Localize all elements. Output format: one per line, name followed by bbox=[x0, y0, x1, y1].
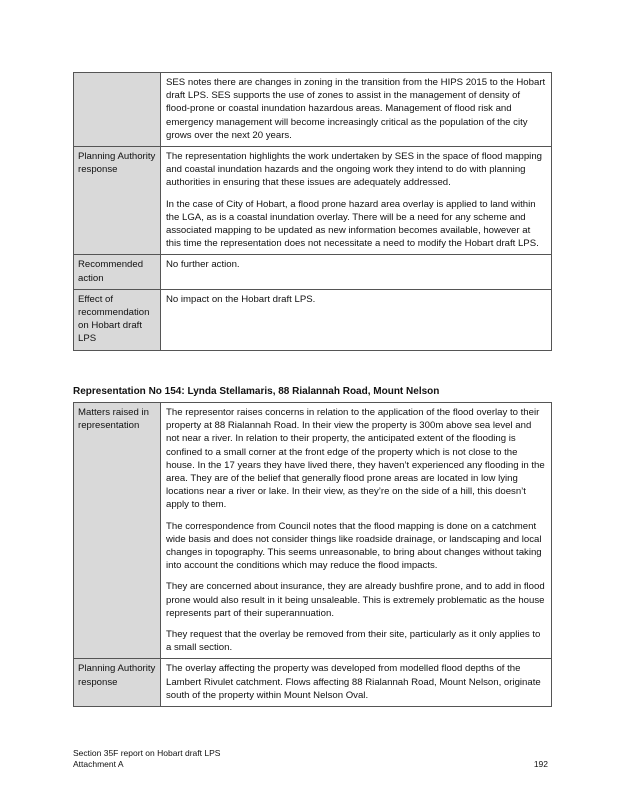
table-row bbox=[74, 289, 552, 350]
row-content-matters-raised bbox=[161, 403, 552, 659]
row-content-planning-response bbox=[161, 147, 552, 255]
row-content-recommended-action: No further action. bbox=[161, 255, 552, 289]
paragraph: The correspondence from Council notes that the flood mapping is done on a catchment wide basis and does not consider things like roadside drainage, or landscaping and local changes in topography. This seems unreasonable, to bring about changes without taking into account the conditions which may reduce the flood impacts. bbox=[166, 520, 542, 572]
table-row bbox=[74, 659, 552, 707]
paragraph: In the case of City of Hobart, a flood prone hazard area overlay is applied to land within the LGA, as is a coastal inundation overlay. There will be a need for any scheme and associated mapping to be updated as new information becomes available, however at this time the representation does not necessitate a need to modify the Hobart draft LPS. bbox=[166, 198, 539, 250]
paragraph: They request that the overlay be removed from their site, particularly as it only applies to a small section. bbox=[166, 629, 541, 654]
representation-table-continued bbox=[73, 72, 552, 351]
footer-report-title: Section 35F report on Hobart draft LPS bbox=[73, 748, 221, 758]
representation-heading: Representation No 154: Lynda Stellamaris, 88 Rialannah Road, Mount Nelson bbox=[73, 386, 440, 397]
table-row bbox=[74, 73, 552, 147]
row-content-effect: No impact on the Hobart draft LPS. bbox=[161, 289, 552, 350]
row-content-intro bbox=[161, 73, 552, 147]
footer-attachment: Attachment A bbox=[73, 759, 124, 769]
page-number: 192 bbox=[533, 759, 548, 769]
page-footer bbox=[73, 748, 552, 770]
paragraph: The representor raises concerns in relation to the application of the flood overlay to their property at 88 Rialannah Road. In their view the property is 300m above sea level and not near a river. In relation to their property, the anticipated extent of the flooding is confined to a small corner at the front edge of the property which is not close to the house. In the 17 years they have lived there, they haven’t experienced any flooding in the area. They are of the belief that generally flood prone areas are located in low lying locations near a river or lake. In their view, as they’re on the side of a hill, this doesn’t apply to them. bbox=[166, 407, 545, 511]
row-label-recommended-action: Recommended action bbox=[74, 255, 161, 289]
paragraph: The representation highlights the work undertaken by SES in the space of flood mapping and coastal inundation hazards and the ongoing work they intend to do with planning authorities in ensuring that these issues are adequately addressed. bbox=[166, 151, 542, 189]
representation-table-154 bbox=[73, 402, 552, 707]
paragraph: They are concerned about insurance, they are already bushfire prone, and to add in flood prone would also result in it being unsaleable. This is extremely problematic as the house represents part of their superannuation. bbox=[166, 581, 545, 619]
table-row bbox=[74, 255, 552, 289]
row-label-effect: Effect of recommendation on Hobart draft LPS bbox=[74, 289, 161, 350]
row-label-planning-response: Planning Authority response bbox=[74, 147, 161, 255]
table-row bbox=[74, 147, 552, 255]
paragraph: The overlay affecting the property was developed from modelled flood depths of the Lambert Rivulet catchment. Flows affecting 88 Rialannah Road, Mount Nelson, originate south of the property within Mount Nelson Oval. bbox=[166, 663, 541, 701]
row-label-empty bbox=[74, 73, 161, 147]
table-row bbox=[74, 403, 552, 659]
row-content-planning-response bbox=[161, 659, 552, 707]
row-label-planning-response: Planning Authority response bbox=[74, 659, 161, 707]
paragraph: SES notes there are changes in zoning in the transition from the HIPS 2015 to the Hobart draft LPS. SES supports the use of zones to assist in the management of density of flood-prone or coastal inundation hazardous areas. Management of flood risk and emergency management will become increasingly critical as the population of the city grows over the next 20 years. bbox=[166, 77, 546, 141]
row-label-matters-raised: Matters raised in representation bbox=[74, 403, 161, 659]
